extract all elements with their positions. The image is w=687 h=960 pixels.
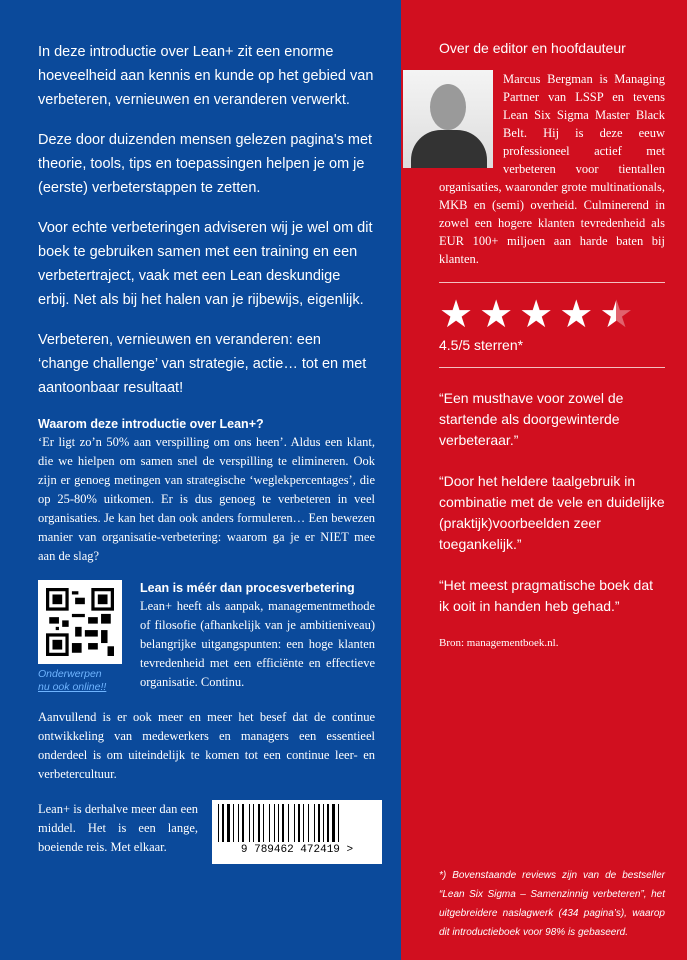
lean-section-row	[38, 580, 375, 694]
star-icon: ★	[439, 294, 474, 336]
aanvullend-paragraph: Aanvullend is er ook meer en meer het besef dat de continue ontwikkeling van medewerkers en managers een essentieel onderdeel is om uiteindelijk te komen tot een continue leer- en verbetercultuur.	[38, 710, 375, 781]
barcode-bar	[340, 804, 342, 842]
lean-section	[140, 580, 375, 694]
barcode-bar	[278, 804, 279, 842]
barcode-bar	[305, 804, 307, 842]
barcode-bar	[301, 804, 302, 842]
barcode-bar	[249, 804, 250, 842]
barcode-bar	[310, 804, 313, 842]
author-bio: Marcus Bergman is Managing Partner van LSSP en tevens Lean Six Sigma Master Black Belt. Hij is deze eeuw professioneel actief met verbeteren voor tientallen organisaties, waaronder grote multinationals, MKB en (semi) overheid. Culminerend in zowel een hogere klanten tevredenheid als EUR 100+ miljoen aan harde baten bij klanten.	[439, 72, 665, 266]
barcode-bar	[325, 804, 326, 842]
barcode-bar	[255, 804, 257, 842]
barcode-bar	[338, 804, 339, 842]
barcode-bar	[242, 804, 244, 842]
barcode-bar	[318, 804, 320, 842]
why-body: ‘Er ligt zo’n 50% aan verspilling om ons heen’. Aldus een klant, die we hielpen om samen snel de verspilling te elimineren. Ook zijn er genoeg metingen van strategische ‘weglekpercentages’, die op 25-80% uitkomen. Er is dus genoeg te verbeteren in veel organisaties. Je kan het dan ook anders formuleren… Een bewezen manier van organisatie-verbetering: waarom ga je er NIET mee aan de slag?	[38, 435, 375, 563]
lean-heading: Lean is méér dan procesverbetering	[140, 581, 355, 595]
qr-code[interactable]	[38, 580, 122, 664]
rating-text: 4.5/5 sterren*	[439, 337, 524, 353]
barcode-bar	[327, 804, 329, 842]
barcode-bar	[316, 804, 317, 842]
barcode-bar	[240, 804, 241, 842]
barcode-bar	[336, 804, 337, 842]
half-star-icon: ★	[599, 294, 634, 336]
qr-code-icon	[46, 588, 114, 656]
isbn-barcode	[212, 800, 382, 864]
barcode-bar	[298, 804, 300, 842]
review-quote: “Een musthave voor zowel de startende als doorgewinterde verbeteraar.”	[439, 390, 624, 448]
barcode-bar	[332, 804, 335, 842]
barcode-bar	[274, 804, 275, 842]
barcode-bar	[253, 804, 254, 842]
barcode-bar	[323, 804, 324, 842]
intro-paragraph: Verbeteren, vernieuwen en veranderen: een ‘change challenge’ van strategie, actie… tot en met aantoonbaar resultaat!	[38, 332, 367, 396]
barcode-bar	[265, 804, 268, 842]
barcode-bar	[294, 804, 295, 842]
derhalve-paragraph: Lean+ is derhalve meer dan een middel. Het is een lange, boeiende reis. Met elkaar.	[38, 802, 198, 854]
barcode-bar	[222, 804, 224, 842]
barcode-bar	[245, 804, 248, 842]
barcode-bar	[330, 804, 331, 842]
barcode-bar	[233, 804, 234, 842]
barcode-bar	[220, 804, 221, 842]
barcode-bar	[261, 804, 262, 842]
review-quote: “Door het heldere taalgebruik in combinatie met de vele en duidelijke (praktijk)voorbeelden zeer toegankelijk.”	[439, 473, 665, 552]
reviews-footnote: *) Bovenstaande reviews zijn van de bestseller “Lean Six Sigma – Samenzinnig verbeteren”, het uitgebreidere naslagwerk (434 pagina’s), waarop dit introductieboek voor 98% is gebaseerd.	[439, 870, 665, 938]
barcode-bar	[251, 804, 252, 842]
barcode-bar	[280, 804, 281, 842]
note-line: nu ook online!!	[38, 681, 107, 693]
barcode-bar	[225, 804, 226, 842]
review-quote: “Het meest pragmatische boek dat ik ooit in handen heb gehad.”	[439, 577, 653, 614]
author-block	[439, 70, 665, 268]
star-rating	[439, 295, 665, 335]
divider	[439, 282, 665, 283]
isbn-number: 9 789462 472419 >	[240, 844, 354, 856]
barcode-bar	[271, 804, 273, 842]
online-topics-note	[38, 668, 126, 694]
barcode-bars	[218, 804, 376, 842]
intro-paragraph: Deze door duizenden mensen gelezen pagina's met theorie, tools, tips en toepassingen helpen je om je (eerste) verbeterstappen te zetten.	[38, 132, 373, 196]
star-icon: ★	[519, 294, 554, 336]
divider	[439, 367, 665, 368]
qr-column	[38, 580, 126, 694]
barcode-bar	[288, 804, 289, 842]
why-heading: Waarom deze introductie over Lean+?	[38, 417, 264, 431]
barcode-bar	[282, 804, 284, 842]
barcode-bar	[321, 804, 322, 842]
barcode-bar	[290, 804, 293, 842]
barcode-bar	[303, 804, 304, 842]
barcode-bar	[296, 804, 297, 842]
barcode-bar	[227, 804, 230, 842]
lean-body: Lean+ heeft als aanpak, managementmethode of filosofie (afhankelijk van je ambitieniveau) belangrijke uitgangspunten: een hoge klanten tevredenheid met een efficiënte en effectieve organisatie. Continu.	[140, 599, 375, 689]
barcode-bar	[308, 804, 309, 842]
author-photo	[403, 70, 493, 168]
barcode-bar	[314, 804, 315, 842]
intro-paragraph: Voor echte verbeteringen adviseren wij je wel om dit boek te gebruiken samen met een training en een verbetertraject, vaak met een Lean deskundige erbij. Net als bij het halen van je rijbewijs, eigenlijk.	[38, 220, 373, 308]
note-line: Onderwerpen	[38, 668, 102, 680]
intro-paragraph: In deze introductie over Lean+ zit een enorme hoeveelheid aan kennis en kunde op het gebied van verbeteren, vernieuwen en veranderen verwerkt.	[38, 44, 374, 108]
barcode-bar	[285, 804, 287, 842]
barcode-bar	[258, 804, 260, 842]
barcode-bar	[238, 804, 239, 842]
barcode-bar	[235, 804, 237, 842]
editor-title: Over de editor en hoofdauteur	[439, 40, 626, 56]
review-source: Bron: managementboek.nl.	[439, 637, 559, 649]
star-icon: ★	[559, 294, 594, 336]
barcode-bar	[276, 804, 277, 842]
barcode-bar	[269, 804, 270, 842]
back-cover-right-panel	[401, 0, 687, 960]
star-icon: ★	[479, 294, 514, 336]
bottom-row	[38, 800, 375, 864]
barcode-bar	[231, 804, 232, 842]
barcode-bar	[263, 804, 264, 842]
barcode-bar	[218, 804, 219, 842]
